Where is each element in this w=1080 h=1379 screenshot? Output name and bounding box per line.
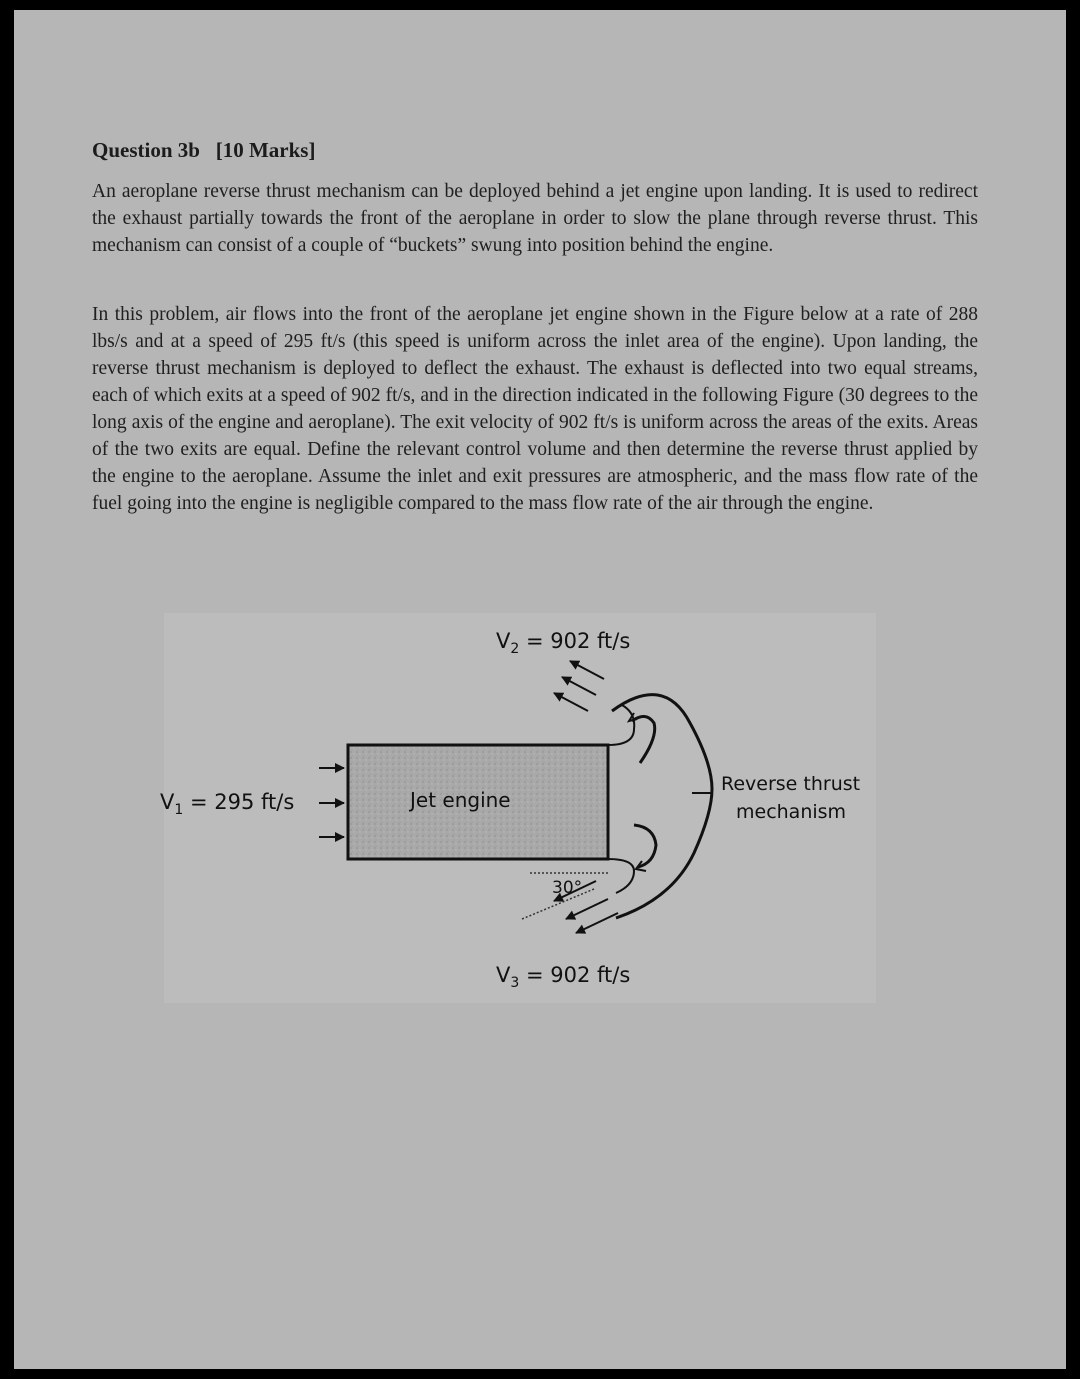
reverse-thrust-figure: [160, 613, 876, 1003]
mechanism-label-line1: Reverse thrust: [721, 773, 861, 795]
v2-label: $V_2 = 902$ ft/s: [496, 629, 631, 657]
angle-label: 30°: [552, 878, 583, 898]
mechanism-label-line2: mechanism: [736, 801, 847, 823]
paragraph-intro: An aeroplane reverse thrust mechanism can be deployed behind a jet engine upon landing. It is used to redirect the exhaust partially towards the front of the aeroplane in order to slow the plane through reverse thrust. This mechanism can consist of a couple of “buckets” swung into position behind the engine.: [92, 181, 978, 256]
question-marks: [10 Marks]: [215, 138, 316, 162]
paragraph-problem: In this problem, air flows into the front of the aeroplane jet engine shown in the Figure below at a rate of 288 lbs/s and at a speed of 295 ft/s (this speed is uniform across the inlet area of the engine). Upon landing, the reverse thrust mechanism is deployed to deflect the exhaust. The exhaust is deflected into two equal streams, each of which exits at a speed of 902 ft/s, and in the direction indicated in the following Figure (30 degrees to the long axis of the engine and aeroplane). The exit velocity of 902 ft/s is uniform across the areas of the exits. Areas of the two exits are equal. Define the relevant control volume and then determine the reverse thrust applied by the engine to the aeroplane. Assume the inlet and exit pressures are atmospheric, and the mass flow rate of the fuel going into the engine is negligible compared to the mass flow rate of the air through the engine.: [92, 304, 978, 514]
document-page: [14, 10, 1066, 1369]
question-heading: [92, 138, 315, 163]
engine-label: Jet engine: [410, 788, 511, 812]
v3-label: $V_3 = 902$ ft/s: [496, 963, 631, 991]
v1-label: $V_1 = 295$ ft/s: [160, 790, 295, 818]
question-label: Question 3b: [92, 138, 200, 162]
